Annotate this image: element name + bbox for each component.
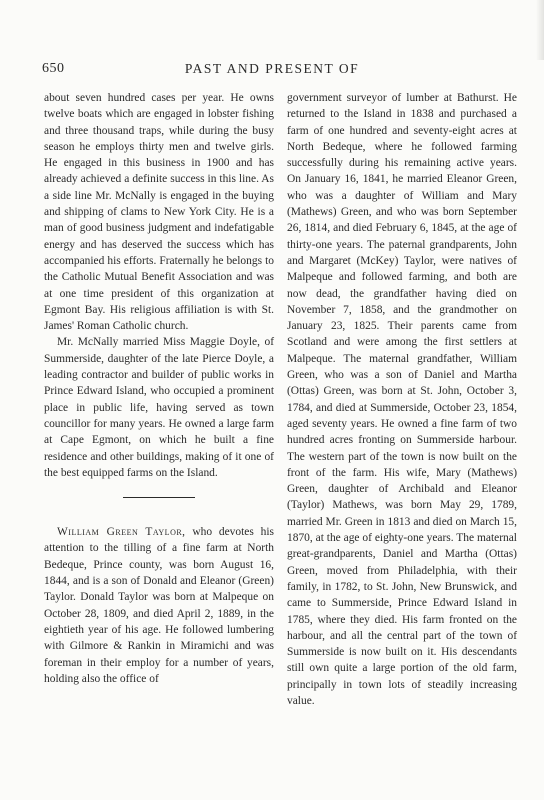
running-title: PAST AND PRESENT OF xyxy=(184,61,360,76)
section-divider xyxy=(123,497,195,498)
subject-name: William Green Taylor, xyxy=(57,526,186,539)
left-column xyxy=(44,90,274,687)
paragraph-taylor-intro xyxy=(44,524,274,687)
right-column xyxy=(287,90,517,709)
page-number: 650 xyxy=(42,61,65,76)
paragraph-mcnally-marriage: Mr. McNally married Miss Maggie Doyle, of Summerside, daughter of the late Pierce Doyle, a leading contractor and builder of public works in Prince Edward Island, who occupied a prominent place in public life, having served as town councillor for many years. He owned a large farm at Cape Egmont, on which he built a fine residence and other buildings, making of it one of the best equipped farms on the Island. xyxy=(44,336,274,479)
page-edge-shadow xyxy=(536,0,544,60)
paragraph-taylor-intro-text: who devotes his attention to the tilling of a fine farm at North Bedeque, Prince county, was born August 16, 1844, and is a son of Donald and Eleanor (Green) Taylor. Donald Taylor was born at Malpeque on October 28, 1809, and died April 2, 1889, in the eightieth year of his age. He followed lumbering with Gilmore & Rankin in Miramichi and was foreman in their employ for a number of years, holding also the office of xyxy=(44,526,274,685)
paragraph-mcnally-business: about seven hundred cases per year. He owns twelve boats which are engaged in lobster fishing and three thousand traps, while during the busy season he employs thirty men and twelve girls. He engaged in this business in 1900 and has already achieved a definite success in this line. As a side line Mr. McNally is engaged in the buying and shipping of clams to New York City. He is a man of good business judgment and indefatigable energy and has deserved the success which has accompanied his efforts. Fraternally he belongs to the Catholic Mutual Benefit Association and was at one time president of this organization at Egmont Bay. His religious affiliation is with St. James' Roman Catholic church. xyxy=(44,92,274,333)
paragraph-taylor-family: government surveyor of lumber at Bathurst. He returned to the Island in 1838 and purchased a farm of one hundred and seventy-eight acres at North Bedeque, where he followed farming successfully during his remaining active years. On January 16, 1841, he married Eleanor Green, who was a daughter of William and Mary (Mathews) Green, and who was born September 26, 1814, and died February 6, 1845, at the age of thirty-one years. The paternal grandparents, John and Margaret (McKey) Taylor, were natives of Malpeque and followed farming, and both are now dead, the grandfather having died on November 7, 1858, and the grandmother on January 23, 1825. Their parents came from Scotland and were among the first settlers at Malpeque. The maternal grandfather, William Green, who was a son of Daniel and Martha (Ottas) Green, was born at St. John, October 3, 1784, and died at Summerside, October 23, 1854, aged seventy years. He owned a fine farm of two hundred acres fronting on Summerside harbour. The western part of the town is now built on the front of the farm. His wife, Mary (Mathews) Green, daughter of Archibald and Eleanor (Taylor) Mathews, was born May 29, 1789, married Mr. Green in 1813 and died on March 15, 1870, at the age of eighty-one years. The maternal great-grandparents, Daniel and Martha (Ottas) Green, moved from Philadelphia, with their family, in 1782, to St. John, New Brunswick, and came to Summerside, Prince Edward Island in 1785, where they died. His farm fronted on the harbour, and all the central part of the town of Summerside is now built on it. His descendants still own quite a large portion of the old farm, principally in town lots of steadily increasing value. xyxy=(287,92,517,707)
